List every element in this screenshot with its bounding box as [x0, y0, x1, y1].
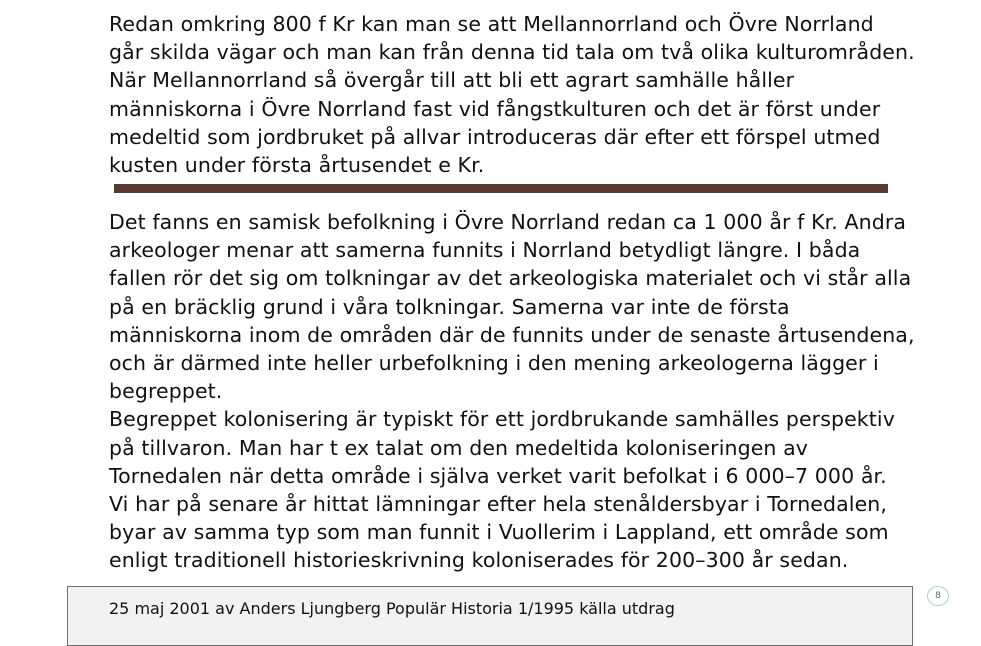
- body-line: människorna inom de områden där de funnits under de senaste årtusendena,: [109, 322, 915, 347]
- intro-line: Redan omkring 800 f Kr kan man se att Mellannorrland och Övre Norrland: [109, 12, 874, 36]
- body-line: och är därmed inte heller urbefolkning i den mening arkeologerna lägger i: [109, 351, 879, 376]
- body-line: enligt traditionell historieskrivning koloniserades för 200–300 år sedan.: [109, 548, 849, 573]
- body-line: Vi har på senare år hittat lämningar efter hela stenåldersbyar i Tornedalen,: [109, 492, 888, 517]
- source-footer: [67, 586, 913, 646]
- body-line: Tornedalen när detta område i själva verket varit befolkat i 6 000–7 000 år.: [109, 463, 887, 488]
- intro-line: kusten under första årtusendet e Kr.: [109, 153, 485, 178]
- body-line: på tillvaron. Man har t ex talat om den medeltida koloniseringen av: [109, 435, 809, 460]
- intro-line: går skilda vägar och man kan från denna tid tala om två olika kulturområden.: [109, 40, 915, 65]
- body-line: Begreppet kolonisering är typiskt för ett jordbrukande samhälles perspektiv: [109, 407, 895, 432]
- body-line: fallen rör det sig om tolkningar av det arkeologiska materialet och vi står alla: [109, 266, 912, 291]
- body-line: arkeologer menar att samerna funnits i Norrland betydligt längre. I båda: [109, 238, 861, 263]
- intro-line: När Mellannorrland så övergår till att bli ett agrart samhälle håller: [109, 68, 795, 93]
- body-line: begreppet.: [109, 379, 223, 404]
- intro-line: medeltid som jordbruket på allvar introduceras där efter ett förspel utmed: [109, 124, 881, 149]
- body-line: Det fanns en samisk befolkning i Övre Norrland redan ca 1 000 år f Kr. Andra: [109, 210, 907, 234]
- page-number-badge: 8: [927, 586, 949, 606]
- intro-paragraph: [109, 10, 915, 179]
- section-divider: [114, 184, 888, 193]
- intro-line: människorna i Övre Norrland fast vid fångstkulturen och det är först under: [109, 96, 881, 121]
- body-line: på en bräcklig grund i våra tolkningar. Samerna var inte de första: [109, 294, 790, 319]
- source-citation: 25 maj 2001 av Anders Ljungberg Populär Historia 1/1995 källa utdrag: [109, 599, 675, 618]
- body-line: byar av samma typ som man funnit i Vuollerim i Lappland, ett område som: [109, 520, 889, 545]
- body-paragraph: [109, 208, 915, 575]
